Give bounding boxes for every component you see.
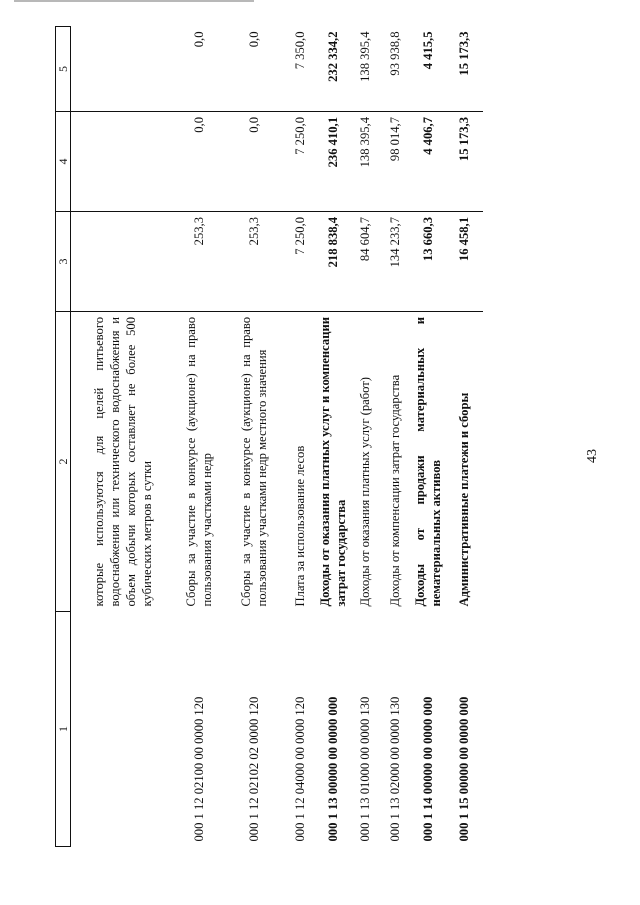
value-col-3 <box>71 212 176 312</box>
budget-code: 000 1 14 00000 00 0000 000 <box>420 696 435 842</box>
value-col-3: 84 604,7 <box>350 212 380 312</box>
header-col-3: 3 <box>56 212 71 312</box>
value-col-5: 7 350,0 <box>293 31 307 70</box>
budget-table <box>55 26 483 847</box>
header-col-1: 1 <box>56 612 71 847</box>
value-col-3: 253,3 <box>222 212 285 312</box>
value-col-4: 138 395,4 <box>350 112 380 212</box>
header-col-2: 2 <box>56 312 71 612</box>
value-col-4: 7 250,0 <box>285 112 315 212</box>
value-col-4: 0,0 <box>222 112 285 212</box>
budget-code: 000 1 13 02000 00 0000 130 <box>388 696 402 842</box>
value-col-4: 0,0 <box>175 112 222 212</box>
value-col-5: 0,0 <box>191 31 206 48</box>
value-col-5: 4 415,5 <box>420 31 435 70</box>
page-number: 43 <box>585 449 600 463</box>
value-col-4 <box>71 112 176 212</box>
table-row <box>445 27 483 847</box>
budget-code: 000 1 13 00000 00 0000 000 <box>325 696 340 842</box>
income-name: Доходы от компенсации затрат государства <box>380 312 410 612</box>
income-name: Административные платежи и сборы <box>445 312 483 612</box>
table-row <box>71 27 176 847</box>
income-name: Доходы от оказания платных услуг и компенсации затрат государства <box>315 312 350 612</box>
table-row <box>175 27 222 847</box>
budget-code: 000 1 15 00000 00 0000 000 <box>457 696 471 842</box>
header-col-4: 4 <box>56 112 71 212</box>
income-name: Плата за использование лесов <box>285 312 315 612</box>
budget-code: 000 1 12 04000 00 0000 120 <box>293 696 307 842</box>
value-col-5: 232 334,2 <box>325 31 340 82</box>
income-name: Сборы за участие в конкурсе (аукционе) на право пользования участками недр <box>175 312 222 612</box>
value-col-4: 4 406,7 <box>410 112 445 212</box>
value-col-5: 0,0 <box>246 31 261 48</box>
table-header-row <box>56 27 71 847</box>
value-col-3: 16 458,1 <box>445 212 483 312</box>
income-name: Доходы от продажи материальных и нематериальных активов <box>410 312 445 612</box>
budget-code: 000 1 13 01000 00 0000 130 <box>358 696 372 842</box>
table-row <box>222 27 285 847</box>
value-col-5: 15 173,3 <box>457 31 471 76</box>
value-col-4: 15 173,3 <box>445 112 483 212</box>
income-name: Доходы от оказания платных услуг (работ) <box>350 312 380 612</box>
value-col-5: 93 938,8 <box>388 31 402 76</box>
value-col-3: 13 660,3 <box>410 212 445 312</box>
budget-code: 000 1 12 02100 00 0000 120 <box>191 696 206 842</box>
budget-code: 000 1 12 02102 02 0000 120 <box>246 696 261 842</box>
value-col-3: 253,3 <box>175 212 222 312</box>
header-col-5: 5 <box>56 27 71 112</box>
table-row <box>315 27 350 847</box>
table-row <box>410 27 445 847</box>
value-col-3: 7 250,0 <box>285 212 315 312</box>
value-col-5 <box>71 27 176 112</box>
table-row <box>285 27 315 847</box>
value-col-4: 98 014,7 <box>380 112 410 212</box>
income-name: которые используются для целей питьевого водоснабжения или технического водоснабжения и объем добычи которых составляет не более 500 кубических метров в сутки <box>71 312 176 612</box>
value-col-5: 138 395,4 <box>358 31 372 82</box>
value-col-3: 218 838,4 <box>315 212 350 312</box>
value-col-4: 236 410,1 <box>315 112 350 212</box>
value-col-3: 134 233,7 <box>380 212 410 312</box>
income-name: Сборы за участие в конкурсе (аукционе) на право пользования участками недр местного значения <box>222 312 285 612</box>
budget-code <box>71 612 176 847</box>
table-row <box>350 27 380 847</box>
table-row <box>380 27 410 847</box>
